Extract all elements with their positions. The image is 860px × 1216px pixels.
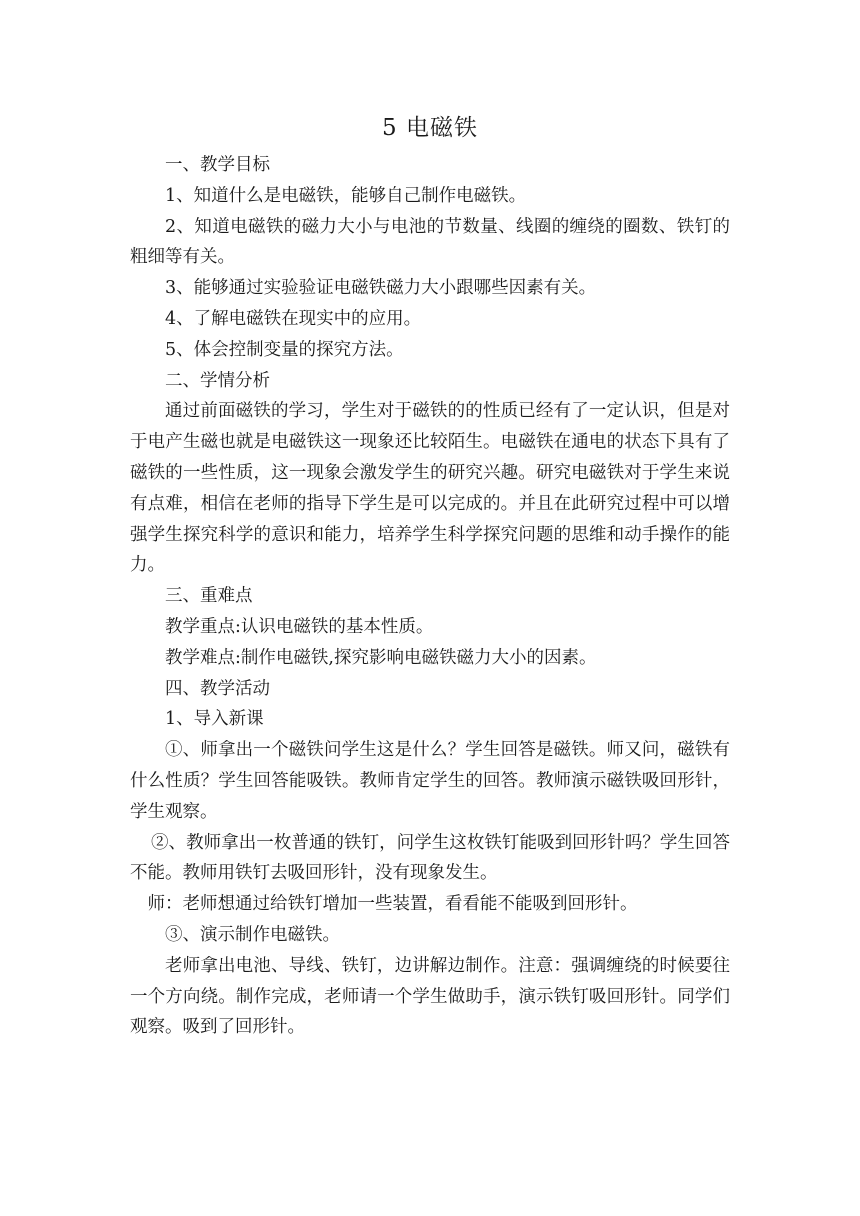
heading-teaching-activities: 四、教学活动 [165, 678, 270, 699]
difficult-point: 教学难点:制作电磁铁,探究影响电磁铁磁力大小的因素。 [165, 647, 597, 668]
activity-step-3: ③、演示制作电磁铁。 [165, 924, 340, 945]
heading-key-points: 三、重难点 [165, 586, 253, 607]
goal-1: 1、知道什么是电磁铁，能够自己制作电磁铁。 [165, 185, 527, 206]
demo-description: 老师拿出电池、导线、铁钉，边讲解边制作。注意：强调缠绕的时候要往一个方向绕。制作完成，老师请一个学生做助手，演示铁钉吸回形针。同学们观察。吸到了回形针。 [130, 955, 730, 1038]
document-page [130, 110, 730, 1043]
teacher-remark: 师：老师想通过给铁钉增加一些装置，看看能不能吸到回形针。 [147, 894, 638, 915]
activity-step-2: ②、教师拿出一枚普通的铁钉，问学生这枚铁钉能吸到回形针吗？学生回答不能。教师用铁钉去吸回形针，没有现象发生。 [130, 832, 730, 884]
activity-step-1: ①、师拿出一个磁铁问学生这是什么？学生回答是磁铁。师又问，磁铁有什么性质？学生回答能吸铁。教师肯定学生的回答。教师演示磁铁吸回形针，学生观察。 [130, 740, 730, 822]
goal-4: 4、了解电磁铁在现实中的应用。 [165, 308, 422, 329]
subheading-intro: 1、导入新课 [165, 709, 264, 730]
heading-student-analysis: 二、学情分析 [165, 370, 270, 391]
goal-2: 2、知道电磁铁的磁力大小与电池的节数量、线圈的缠绕的圈数、铁钉的粗细等有关。 [130, 216, 730, 268]
student-analysis-body: 通过前面磁铁的学习，学生对于磁铁的的性质已经有了一定认识，但是对于电产生磁也就是电磁铁这一现象还比较陌生。电磁铁在通电的状态下具有了磁铁的一些性质，这一现象会激发学生的研究兴趣。研究电磁铁对于学生来说有点难，相信在老师的指导下学生是可以完成的。并且在此研究过程中可以增强学生探究科学的意识和能力，培养学生科学探究问题的思维和动手操作的能力。 [130, 401, 730, 576]
goal-3: 3、能够通过实验验证电磁铁磁力大小跟哪些因素有关。 [165, 278, 597, 299]
key-point: 教学重点:认识电磁铁的基本性质。 [165, 616, 434, 637]
heading-teaching-goals: 一、教学目标 [165, 155, 270, 175]
document-title: 5 电磁铁 [382, 115, 478, 141]
goal-5: 5、体会控制变量的探究方法。 [165, 339, 404, 360]
